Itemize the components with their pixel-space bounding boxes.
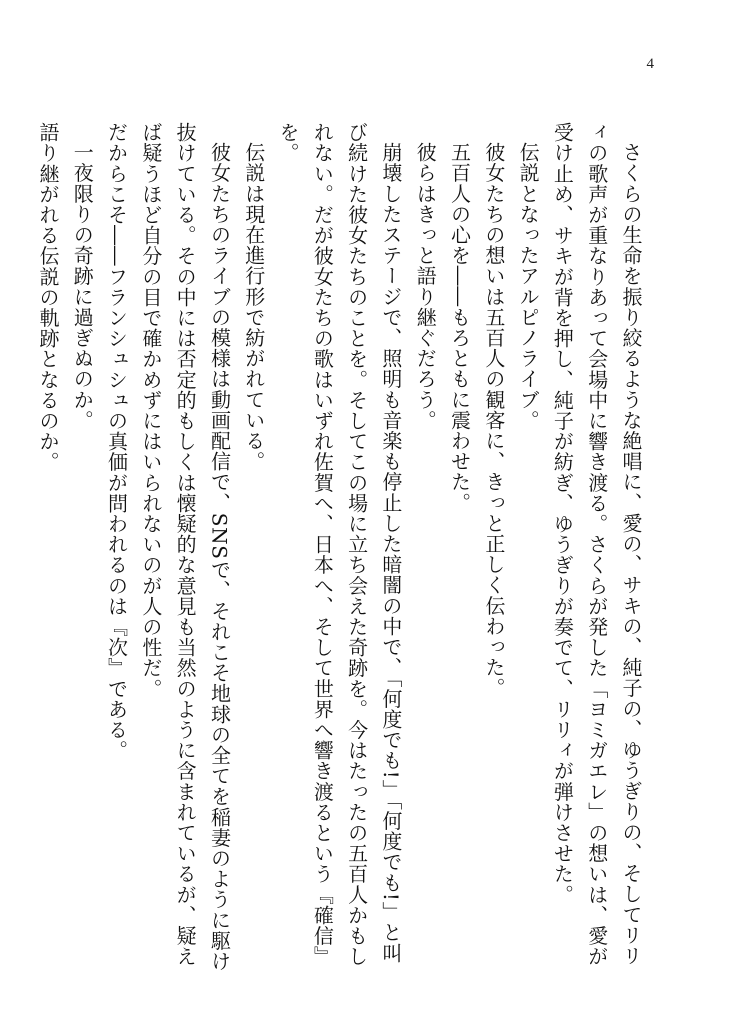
body-text: [31, 122, 648, 972]
paragraph: 五百人の心を――もろともに震わせた。: [447, 142, 472, 513]
paragraph: 語り継がれる伝説の軌跡となるのか。: [35, 122, 60, 473]
paragraph: 伝説となったアルピノライブ。: [516, 142, 541, 431]
paragraph: 彼らはきっと語り継ぐだろう。: [413, 142, 438, 431]
paragraph: 一夜限りの奇跡に過ぎぬのか。: [70, 142, 95, 431]
page-number: 4: [646, 56, 654, 72]
paragraph: 崩壊したステージで、照明も音楽も停止した暗闇の中で、「何度でも!」「何度でも!」と叫び続けた彼女たちのことを。そしてこの場に立ち会えた奇跡を。今はたったの五百人かもしれない。だが彼女たちの歌はいずれ佐賀へ、日本へ、そして世界へ響き渡るという『確信』を。: [276, 122, 403, 967]
paragraph: だからこそ――フランシュシュの真価が問われるのは『次』である。: [104, 122, 129, 761]
paragraph: 彼女たちのライブの模様は動画配信で、SNSで、それこそ地球の全てを稲妻のように駆け抜けている。その中には否定的もしくは懐疑的な意見も当然のように含まれているが、疑えば疑うほど自分の目で確かめずにはいられないのが人の性だ。: [138, 122, 232, 972]
paragraph: 彼女たちの想いは五百人の観客に、きっと正しく伝わった。: [481, 142, 506, 699]
paragraph: さくらの生命を振り絞るような絶唱に、愛の、サキの、純子の、ゆうぎりの、そしてリリィの歌声が重なりあって会場中に響き渡る。さくらが発した「ヨミガエレ」の想いは、愛が受け止め、サキが背を押し、純子が紡ぎ、ゆうぎりが奏でて、リリィが弾けさせた。: [550, 122, 643, 967]
paragraph: 伝説は現在進行形で紡がれている。: [241, 142, 266, 472]
